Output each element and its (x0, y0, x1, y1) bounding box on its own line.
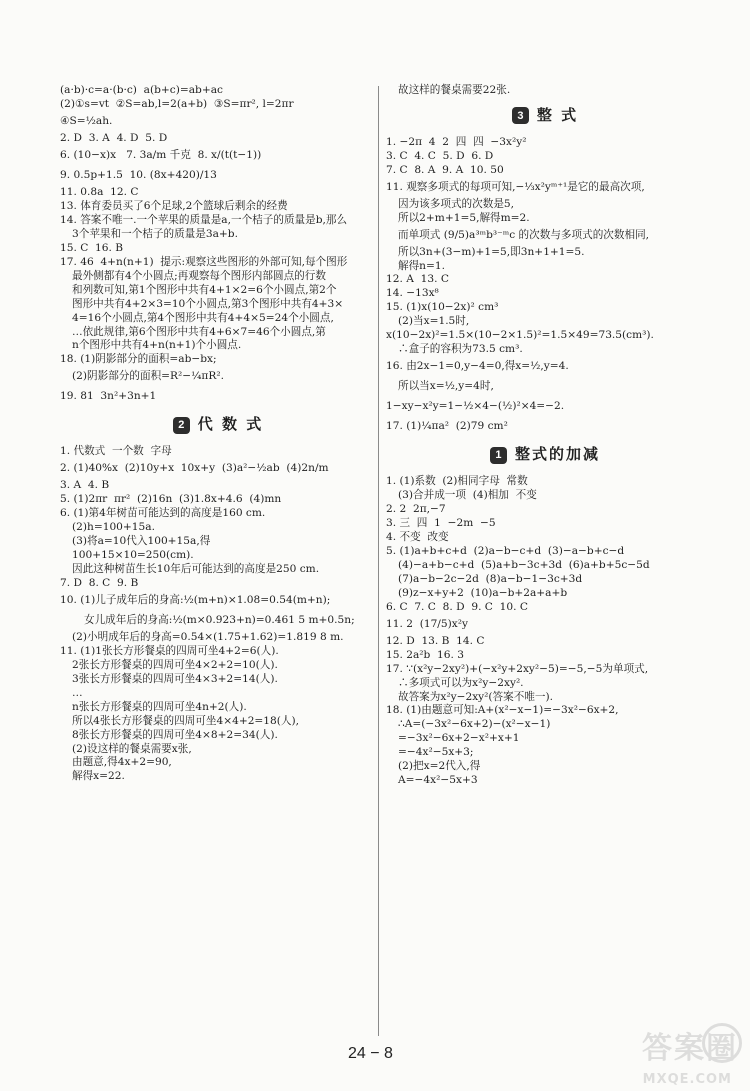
answer-line: 所以2+m+1=5,解得m=2. (398, 211, 530, 224)
answer-line: 所以4张长方形餐桌的四周可坐4×4+2=18(人), (72, 714, 300, 727)
answer-line: A=−4x²−5x+3 (398, 774, 478, 787)
answer-line: 而单项式 (9/5)a³ᵐb³⁻ᵐc 的次数与多项式的次数相同, (398, 228, 650, 241)
answer-line: 女儿成年后的身高:½(m×0.923+n)=0.461 5 m+0.5n; (84, 613, 355, 626)
answer-line: 3. C 4. C 5. D 6. D (386, 149, 494, 162)
answer-line: 1. 代数式 一个数 字母 (60, 445, 172, 458)
answer-line: 11. 2 (17/5)x²y (386, 617, 468, 630)
answer-line: 1. −2π 4 2 四 四 −3x²y² (386, 135, 527, 148)
answer-line: =−4x²−5x+3; (398, 746, 474, 759)
answer-line: 4. 不变 改变 (386, 530, 449, 543)
answer-line: 15. 2a²b 16. 3 (386, 648, 464, 661)
answer-line: 11. (1)1张长方形餐桌的四周可坐4+2=6(人). (60, 644, 279, 657)
page-number: 24 − 8 (348, 1045, 393, 1062)
answer-line: =−3x²−6x+2−x²+x+1 (398, 732, 520, 745)
answer-line: 2. 2 2π,−7 (386, 502, 446, 515)
answer-line: 18. (1)阴影部分的面积=ab−bx; (60, 353, 217, 366)
answer-line: 13. 体育委员买了6个足球,2个篮球后剩余的经费 (60, 199, 288, 212)
answer-line: ∴多项式可以为x²y−2xy². (398, 676, 524, 689)
answer-line: (2)阴影部分的面积=R²−¼πR². (72, 370, 224, 383)
answer-line: 因此这种树苗生长10年后可能达到的高度是250 cm. (72, 562, 320, 575)
answer-line: 所以3n+(3−m)+1=5,即3n+1+1=5. (398, 245, 585, 258)
answer-line: ④S=½ah. (60, 114, 113, 127)
answer-line: 因为该多项式的次数是5, (398, 197, 515, 210)
answer-line: 3. 三 四 1 −2m −5 (386, 516, 496, 529)
left-column (60, 84, 376, 784)
answer-line: 14. −13x⁸ (386, 287, 439, 300)
answer-line: 2张长方形餐桌的四周可坐4×2+2=10(人). (72, 658, 278, 671)
answer-line: 解得x=22. (72, 770, 125, 783)
answer-line: (a·b)·c=a·(b·c) a(b+c)=ab+ac (60, 84, 223, 96)
answer-line: 17. 46 4+n(n+1) 提示:观察这些图形的外部可知,每个图形 (60, 255, 348, 268)
answer-line: (2)当x=1.5时, (398, 315, 470, 328)
answer-line: 3张长方形餐桌的四周可坐4×3+2=14(人). (72, 672, 278, 685)
answer-line: (2)h=100+15a. (72, 520, 155, 533)
section-number-badge: 1 (490, 447, 507, 464)
answer-line: 图形中共有4+2×3=10个小圆点,第3个图形中共有4+3× (72, 297, 344, 310)
answer-line: 12. D 13. B 14. C (386, 634, 485, 647)
answer-line: (2)①s=vt ②S=ab,l=2(a+b) ③S=πr², l=2πr (60, 97, 294, 110)
answer-line: 11. 观察多项式的每项可知,−⅓x²yᵐ⁺¹是它的最高次项, (386, 180, 645, 193)
answer-line: 3. A 4. B (60, 479, 110, 492)
section-header-algebraic-expressions (60, 415, 376, 435)
answer-line: 19. 81 3n²+3n+1 (60, 390, 157, 403)
answer-line: 和列数可知,第1个图形中共有4+1×2=6个小圆点,第2个 (72, 283, 337, 296)
answer-line: (2)设这样的餐桌需要x张, (72, 742, 192, 755)
answer-line: 4=16个小圆点,第4个图形中共有4+4×5=24个小圆点, (72, 311, 334, 324)
answer-line: 故这样的餐桌需要22张. (398, 84, 511, 96)
answer-line: ∴A=(−3x²−6x+2)−(x²−x−1) (398, 718, 551, 731)
answer-line: 100+15×10=250(cm). (72, 548, 194, 561)
answer-line: 7. D 8. C 9. B (60, 576, 139, 589)
section-number-badge: 2 (173, 417, 190, 434)
answer-line: 18. (1)由题意可知:A+(x²−x−1)=−3x²−6x+2, (386, 704, 619, 717)
answer-line: 15. C 16. B (60, 241, 124, 254)
answer-line: 16. 由2x−1=0,y−4=0,得x=½,y=4. (386, 360, 569, 373)
answer-line: 17. ∵(x²y−2xy²)+(−x²y+2xy²−5)=−5,−5为单项式, (386, 662, 649, 675)
answer-line: 解得n=1. (398, 259, 445, 272)
answer-line: 14. 答案不唯一.一个苹果的质量是a,一个桔子的质量是b,那么 (60, 213, 348, 226)
answer-line: 所以当x=½,y=4时, (398, 380, 494, 393)
answer-line: 3个苹果和一个桔子的质量是3a+b. (72, 227, 238, 240)
answer-line: 6. (1)第4年树苗可能达到的高度是160 cm. (60, 507, 266, 520)
answer-line: 7. C 8. A 9. A 10. 50 (386, 163, 504, 176)
answer-line: 最外侧都有4个小圆点;再观察每个图形内部圆点的行数 (72, 269, 326, 282)
answer-line: n个图形中共有4+n(n+1)个小圆点. (72, 339, 242, 352)
answer-line: ∴盒子的容积为73.5 cm³. (398, 343, 523, 356)
answer-line: 1−xy−x²y=1−½×4−(½)²×4=−2. (386, 400, 565, 413)
answer-line: 11. 0.8a 12. C (60, 185, 139, 198)
answer-line: 5. (1)a+b+c+d (2)a−b−c+d (3)−a−b+c−d (386, 544, 625, 557)
answer-line: (4)−a+b−c+d (5)a+b−3c+3d (6)a+b+5c−5d (398, 558, 650, 571)
answer-line: 2. (1)40%x (2)10y+x 10x+y (3)a²−½ab (4)2n/m (60, 462, 329, 475)
answer-line: 故答案为x²y−2xy²(答案不唯一). (398, 690, 554, 703)
site-watermark (610, 1023, 738, 1087)
section-number-badge: 3 (512, 107, 529, 124)
column-divider (378, 86, 379, 1036)
answer-line: 1. (1)系数 (2)相同字母 常数 (386, 474, 528, 487)
answer-line: n张长方形餐桌的四周可坐4n+2(人). (72, 700, 247, 713)
answer-line: 2. D 3. A 4. D 5. D (60, 131, 168, 144)
section-title: 代 数 式 (197, 415, 264, 434)
answer-line: …依此规律,第6个图形中共有4+6×7=46个小圆点,第 (72, 325, 326, 338)
answer-line: 8张长方形餐桌的四周可坐4×8+2=34(人). (72, 728, 278, 741)
watermark-url: MXQE.COM (642, 1072, 732, 1087)
answer-line: 15. (1)x(10−2x)² cm³ (386, 301, 499, 314)
answer-line: (3)合并成一项 (4)相加 不变 (398, 488, 537, 501)
answer-line: (3)将a=10代入100+15a,得 (72, 534, 211, 547)
section-title: 整式的加减 (514, 445, 600, 464)
answer-line: 6. (10−x)x 7. 3a/m 千克 8. x/(t(t−1)) (60, 148, 262, 161)
answer-line: (2)把x=2代入,得 (398, 760, 481, 773)
answer-line: x(10−2x)²=1.5×(10−2×1.5)²=1.5×49=73.5(cm³). (386, 329, 654, 342)
section-header-polynomials (386, 106, 704, 126)
answer-line: 9. 0.5p+1.5 10. (8x+420)/13 (60, 168, 217, 181)
answer-line: … (72, 686, 83, 699)
section-header-polynomial-addition (386, 445, 704, 465)
answer-line: (2)小明成年后的身高=0.54×(1.75+1.62)=1.819 8 m. (72, 630, 344, 643)
right-column (386, 84, 704, 788)
answer-line: 10. (1)儿子成年后的身高:½(m+n)×1.08=0.54(m+n); (60, 593, 331, 606)
answer-line: 6. C 7. C 8. D 9. C 10. C (386, 600, 528, 613)
answer-line: 17. (1)¼πa² (2)79 cm² (386, 420, 508, 433)
answer-line: 12. A 13. C (386, 273, 449, 286)
watermark-text: 答案圈 (642, 1031, 738, 1066)
answer-line: (7)a−b−2c−2d (8)a−b−1−3c+3d (398, 572, 583, 585)
section-title: 整 式 (536, 105, 579, 124)
answer-line: (9)z−x+y+2 (10)a−b+2a+a+b (398, 586, 568, 599)
answer-line: 由题意,得4x+2=90, (72, 756, 172, 769)
answer-line: 5. (1)2πr πr² (2)16n (3)1.8x+4.6 (4)mn (60, 493, 282, 506)
